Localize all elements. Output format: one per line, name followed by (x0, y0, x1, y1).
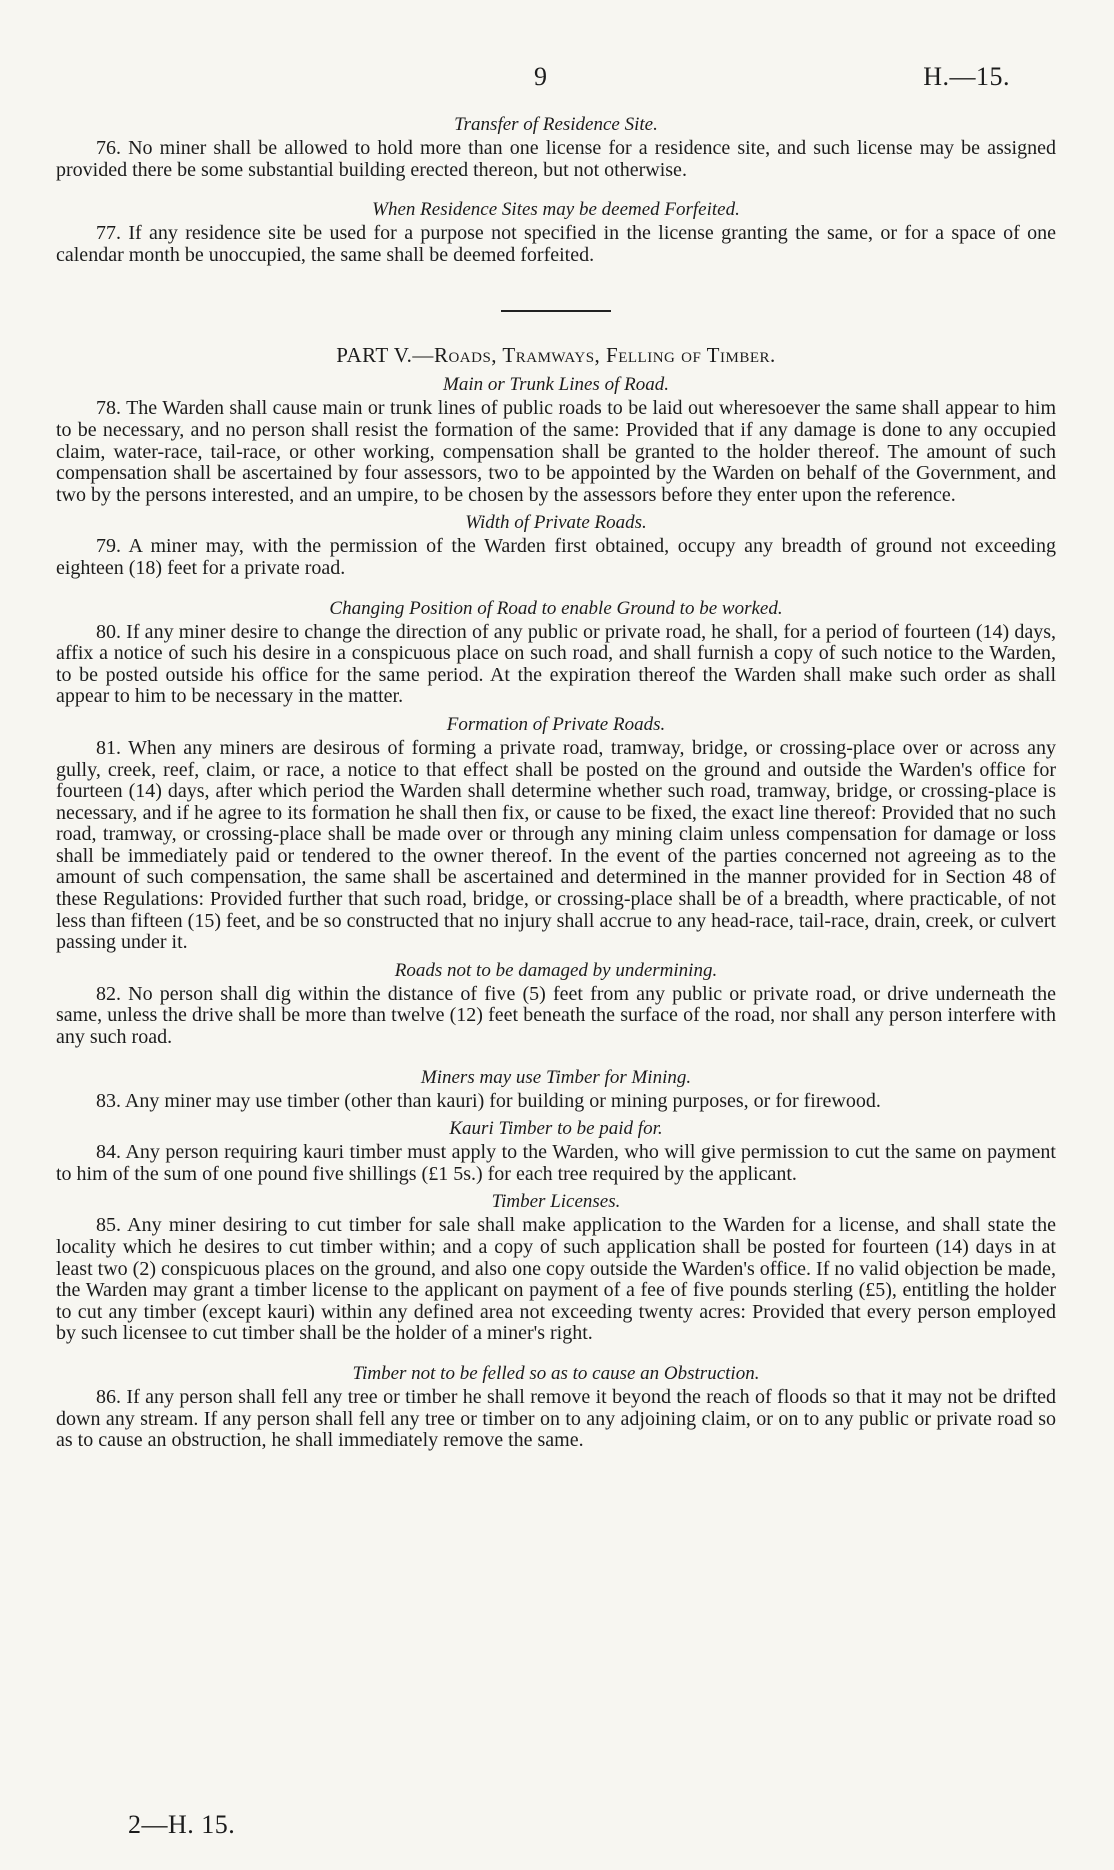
page-number: 9 (534, 62, 547, 91)
section-heading-78: Main or Trunk Lines of Road. (443, 374, 669, 396)
section-86-text: 86. If any person shall fell any tree or timber he shall remove it beyond the reach of floods so that it may not be drifted down any stream. If any person shall fell any tree or timber on to any adjoining claim, or on to any public or private road so as to cause an obstruction, he shall immediately remove the same. (56, 1385, 1056, 1452)
section-heading-85: Timber Licenses. (491, 1191, 621, 1213)
section-divider-rule (501, 310, 611, 312)
section-heading-81: Formation of Private Roads. (446, 713, 666, 735)
section-84-text: 84. Any person requiring kauri timber must apply to the Warden, who will give permission to cut the same on payment to him of the sum of one pound five shillings (£1 5s.) for each tree required by the applicant. (56, 1141, 1056, 1185)
section-heading-83: Miners may use Timber for Mining. (420, 1066, 692, 1088)
section-76-text: 76. No miner shall be allowed to hold more than one license for a residence site, and such license may be assigned provided there be some substantial building erected thereon, but not otherwise. (56, 137, 1056, 181)
section-79-text: 79. A miner may, with the permission of the Warden first obtained, occupy any breadth of ground not exceeding eighteen (18) feet for a private road. (56, 535, 1056, 579)
page-content (56, 112, 1056, 1452)
section-83-text: 83. Any miner may use timber (other than kauri) for building or mining purposes, or for firewood. (96, 1089, 881, 1112)
page-footer-signature: 2—H. 15. (128, 1810, 236, 1839)
section-heading-86: Timber not to be felled so as to cause an Obstruction. (352, 1362, 760, 1384)
section-heading-77: When Residence Sites may be deemed Forfeited. (372, 199, 740, 221)
section-heading-82: Roads not to be damaged by undermining. (394, 959, 718, 981)
section-80-text: 80. If any miner desire to change the direction of any public or private road, he shall, for a period of fourteen (14) days, affix a notice of such his desire in a conspicuous place on such road, and shall furnish a copy of such notice to the Warden, to be posted outside his office for the same period. At the expiration thereof the Warden shall make such order as shall appear to him to be necessary in the matter. (56, 620, 1056, 708)
section-78-text: 78. The Warden shall cause main or trunk lines of public roads to be laid out wheresoever the same shall appear to him to be necessary, and no person shall resist the formation of the same: Provided that if any damage is done to any occupied claim, water-race, tail-race, or other working, compensation shall be granted to the holder thereof. The amount of such compensation shall be ascertained by four assessors, two to be appointed by the Warden on behalf of the Government, and two by the persons interested, and an umpire, to be chosen by the assessors before they enter upon the reference. (56, 397, 1056, 506)
page-header (0, 62, 1114, 102)
section-heading-76: Transfer of Residence Site. (454, 114, 658, 135)
part-title-text: Roads, Tramways, Felling of Timber. (433, 343, 776, 368)
document-reference: H.—15. (923, 62, 1010, 91)
section-heading-84: Kauri Timber to be paid for. (449, 1118, 663, 1140)
section-77-text: 77. If any residence site be used for a purpose not specified in the license granting the same, or for a space of one calendar month be unoccupied, the same shall be deemed forfeited. (56, 222, 1056, 266)
section-82-text: 82. No person shall dig within the distance of five (5) feet from any public or private road, or drive underneath the same, unless the drive shall be more than twelve (12) feet beneath the surface of the road, nor shall any person interfere with any such road. (56, 982, 1056, 1049)
section-85-text: 85. Any miner desiring to cut timber for sale shall make application to the Warden for a license, and shall state the locality which he desires to cut timber within; and a copy of such application shall be posted for fourteen (14) days in at least two (2) conspicuous places on the ground, and also one copy outside the Warden's office. If no valid objection be made, the Warden may grant a timber license to the applicant on payment of a fee of five pounds sterling (£5), entitling the holder to cut any timber (except kauri) within any defined area not exceeding twenty acres: Provided that every person employed by such licensee to cut timber shall be the holder of a miner's right. (56, 1214, 1056, 1345)
section-81-text: 81. When any miners are desirous of forming a private road, tramway, bridge, or crossing-place over or across any gully, creek, reef, claim, or race, a notice to that effect shall be posted on the ground and outside the Warden's office for fourteen (14) days, after which period the Warden shall determine whether such road, tramway, bridge, or crossing-place is necessary, and if he agree to its formation he shall then fix, or cause to be fixed, the exact line thereof: Provided that no such road, tramway, or crossing-place shall be made over or through any mining claim unless compensation for damage or loss shall be immediately paid or tendered to the owner thereof. In the event of the parties concerned not agreeing as to the amount of such compensation, the same shall be ascertained and determined in the manner provided for in Section 48 of these Regulations: Provided further that such road, bridge, or crossing-place shall be of a breadth, where practicable, of not less than fifteen (15) feet, and be so constructed that no injury shall accrue to any head-race, tail-race, drain, creek, or culvert passing under it. (56, 736, 1056, 954)
section-heading-80: Changing Position of Road to enable Ground to be worked. (329, 597, 783, 619)
part-title (56, 342, 1056, 368)
part-prefix: PART V.— (336, 343, 434, 368)
section-heading-79: Width of Private Roads. (465, 512, 647, 534)
